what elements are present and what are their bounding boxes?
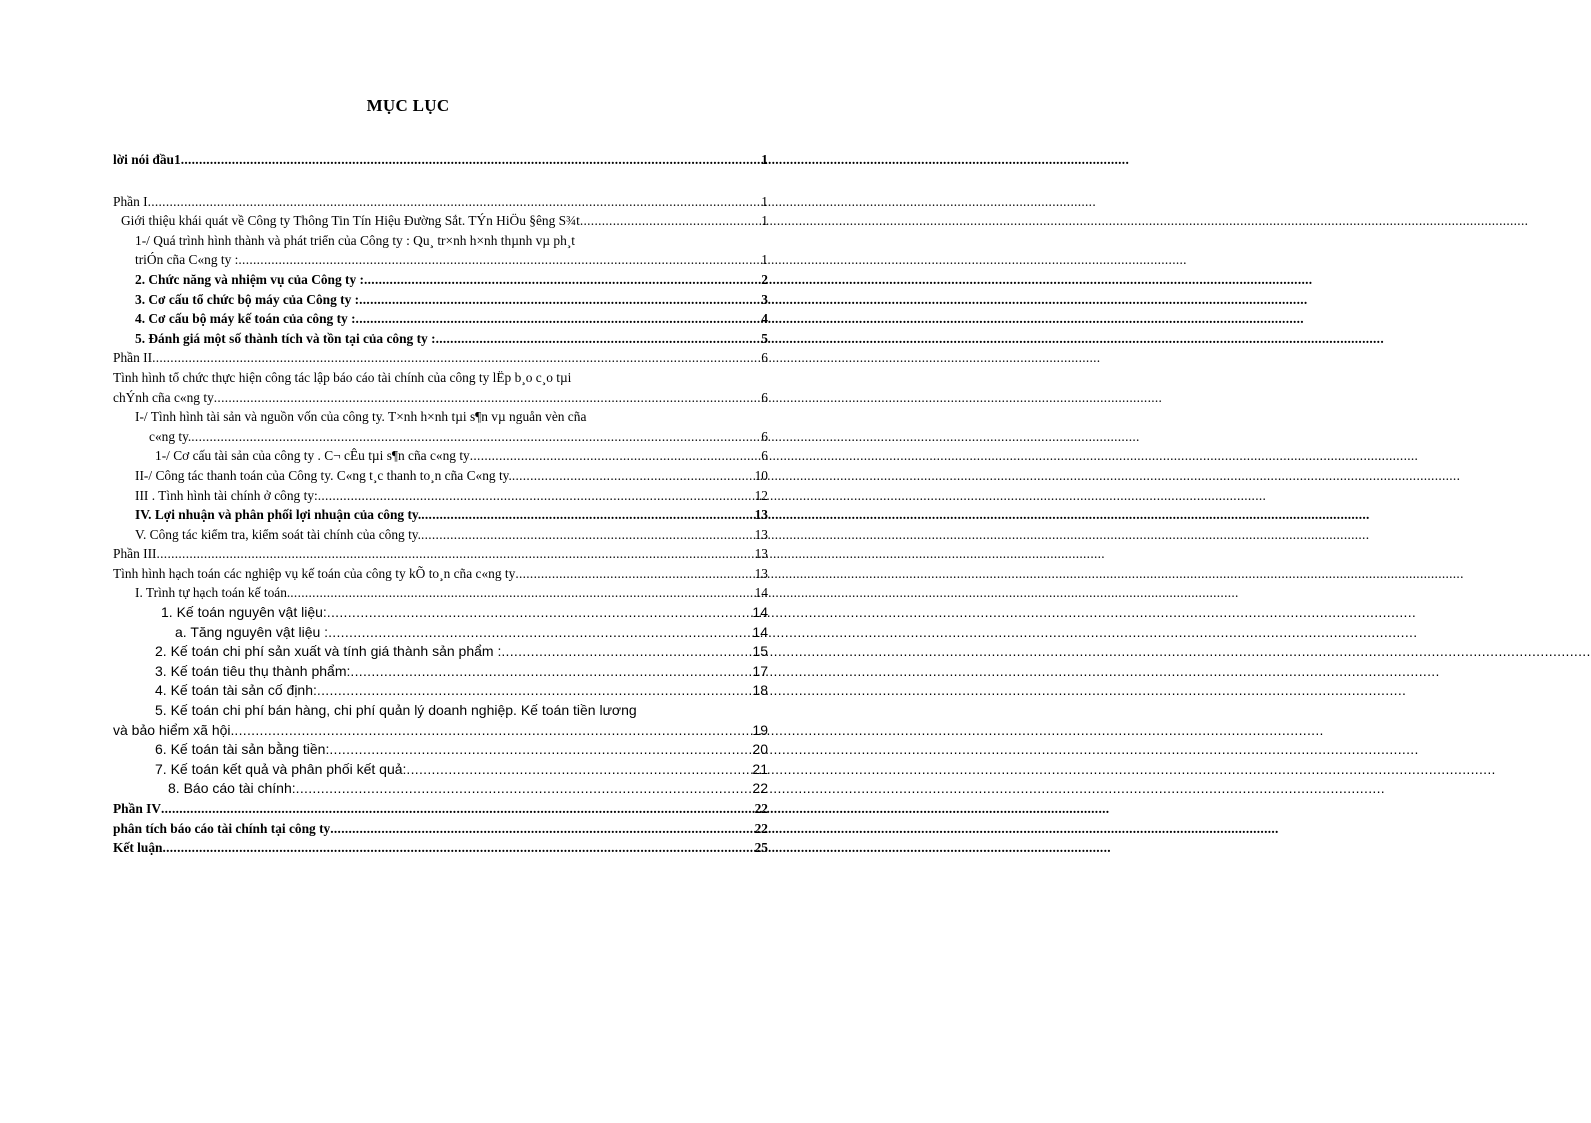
dot-leader (214, 388, 761, 408)
toc-entry-label: 7. Kế toán kết quả và phân phối kết quả: (155, 760, 407, 777)
toc-entry-label: 2. Chức năng và nhiệm vụ của Công ty : (135, 271, 365, 287)
toc-entry-label-line2: c«ng ty. (149, 428, 192, 444)
dot-leader (161, 799, 754, 819)
toc-entry-label: 3. Kế toán tiêu thụ thành phẩm: (155, 662, 351, 679)
dot-leader (406, 760, 740, 780)
dot-leader (470, 446, 750, 466)
toc-entry-label: Kết luận (113, 840, 163, 856)
toc-entry-page: 5 (761, 330, 768, 346)
toc-entry-label: I. Trình tự hạch toán kế toán. (135, 585, 291, 601)
dot-leader (350, 662, 740, 682)
toc-entry-page: 14 (752, 604, 768, 621)
toc-entry-page: 12 (754, 487, 768, 503)
toc-entry-page: 25 (754, 840, 768, 856)
toc-entry-org-structure[interactable] (113, 290, 768, 310)
toc-entry-sales[interactable] (113, 662, 768, 682)
toc-entry-financial-situation[interactable] (113, 486, 768, 506)
toc-entry-label-line1: 5. Kế toán chi phí bán hàng, chi phí quản lý doanh nghiệp. Kế toán tiền lương (155, 702, 637, 719)
dot-leader (234, 721, 740, 741)
toc-entry-label: V. Công tác kiểm tra, kiểm soát tài chính của công ty. (135, 526, 421, 542)
dot-leader (512, 466, 754, 486)
toc-entry-preface[interactable] (113, 150, 768, 170)
toc-entry-label: a. Tăng nguyên vật liệu : (175, 623, 329, 640)
toc-entry-label: Phần III (113, 546, 157, 562)
toc-entry-page: 22 (754, 820, 768, 836)
toc-entry-page: 6 (761, 350, 768, 366)
toc-entry-label-line1: I-/ Tình hình tài sản và nguồn vốn của công ty. T×nh h×nh tµi s¶n vµ nguån vèn cña (135, 409, 587, 425)
dot-leader (318, 486, 754, 506)
toc-entry-label-line1: 1-/ Quá trình hình thành và phát triển của Công ty : Qu¸ tr×nh h×nh thµnh vµ ph¸t (135, 232, 575, 248)
toc-entry-page: 1 (761, 213, 768, 229)
toc-entry-label: IV. Lợi nhuận và phân phối lợi nhuận của công ty. (135, 507, 422, 523)
toc-entry-page: 10 (754, 467, 768, 483)
toc-entry-page: 6 (761, 428, 768, 444)
dot-leader (191, 427, 760, 447)
toc-entry-label: 1. Kế toán nguyên vật liệu: (161, 604, 327, 621)
dot-leader (162, 838, 753, 858)
toc-entry-part-3[interactable] (113, 544, 768, 564)
toc-entry-label-line2: triÓn cña C«ng ty : (135, 252, 239, 268)
toc-entry-inspection[interactable] (113, 525, 768, 545)
dot-leader (329, 740, 740, 760)
dot-leader (436, 329, 761, 349)
toc-entry-materials-increase[interactable] (113, 623, 768, 643)
dot-leader (421, 525, 754, 545)
dot-leader (238, 250, 760, 270)
page-title: MỤC LỤC (366, 96, 450, 115)
toc-entry-page: 22 (752, 780, 768, 797)
dot-leader (421, 505, 753, 525)
toc-entry-page: 1 (761, 193, 768, 209)
dot-leader (364, 270, 760, 290)
toc-entry-selling-costs[interactable] (113, 701, 768, 740)
toc-entry-label-line2: chÝnh cña c«ng ty (113, 389, 214, 405)
toc-entry-accounting-structure[interactable] (113, 309, 768, 329)
toc-entry-label: 3. Cơ cấu tổ chức bộ máy của Công ty : (135, 291, 360, 307)
dot-leader (148, 192, 761, 212)
toc-entry-financial-analysis[interactable] (113, 819, 768, 839)
toc-entry-page: 2 (761, 271, 768, 287)
toc-entry-page: 13 (754, 546, 768, 562)
toc-entry-label: Tình hình hạch toán các nghiệp vụ kế toán của công ty kÕ to¸n cña c«ng ty (113, 565, 516, 581)
toc-entry-conclusion[interactable] (113, 838, 768, 858)
toc-entry-part-2[interactable] (113, 348, 768, 368)
table-of-contents (113, 150, 768, 858)
toc-entry-part-4[interactable] (113, 799, 768, 819)
dot-leader (181, 150, 761, 170)
toc-entry-page: 15 (752, 643, 768, 660)
toc-entry-label: 4. Kế toán tài sản cố định: (155, 682, 317, 699)
toc-entry-accounting-procedure[interactable] (113, 583, 768, 603)
toc-entry-page: 6 (761, 448, 768, 464)
dot-leader (152, 348, 760, 368)
toc-entry-label: lời nói đầu1 (113, 152, 181, 167)
toc-entry-page: 21 (752, 760, 768, 777)
toc-entry-results-distribution[interactable] (113, 760, 768, 780)
dot-leader (356, 309, 761, 329)
toc-entry-page: 20 (752, 741, 768, 758)
toc-entry-page: 13 (754, 565, 768, 581)
toc-entry-label: phân tích báo cáo tài chính tại công ty (113, 820, 331, 836)
dot-leader (296, 779, 741, 799)
toc-entry-page: 22 (754, 801, 768, 816)
toc-entry-history[interactable] (113, 231, 768, 270)
toc-entry-company-intro[interactable] (113, 211, 768, 231)
toc-entry-assets-and-capital[interactable] (113, 407, 768, 446)
toc-entry-label-line2: và bảo hiểm xã hội. (113, 721, 235, 738)
toc-entry-page: 14 (754, 585, 768, 601)
toc-entry-label: 8. Báo cáo tài chính: (168, 780, 296, 797)
toc-entry-page: 19 (752, 721, 768, 738)
dot-leader (501, 642, 740, 662)
dot-leader (515, 564, 753, 584)
toc-entry-label: III . Tình hình tài chính ở công ty: (135, 487, 318, 503)
toc-entry-label: II-/ Công tác thanh toán của Công ty. C«ng t¸c thanh to¸n cña C«ng ty. (135, 467, 512, 483)
toc-entry-functions[interactable] (113, 270, 768, 290)
toc-entry-label: Giới thiệu khái quát về Công ty Thông Tin Tín Hiệu Đường Sắt. TÝn HiÖu §êng S¾t (121, 213, 580, 229)
toc-entry-page: 17 (752, 662, 768, 679)
toc-entry-label: Phần IV (113, 801, 161, 816)
toc-entry-evaluation[interactable] (113, 329, 768, 349)
toc-entry-page: 13 (754, 526, 768, 542)
toc-entry-payment[interactable] (113, 466, 768, 486)
toc-entry-financial-report-situation[interactable] (113, 368, 768, 407)
toc-entry-financial-reports[interactable] (113, 779, 768, 799)
dot-leader (359, 290, 760, 310)
toc-entry-page: 14 (752, 623, 768, 640)
dot-leader (290, 583, 753, 603)
toc-entry-fixed-assets[interactable] (113, 681, 768, 701)
toc-entry-profit[interactable] (113, 505, 768, 525)
toc-entry-part-1[interactable] (113, 192, 768, 212)
toc-entry-label: Phần II (113, 350, 153, 366)
toc-entry-label: 5. Đánh giá một số thành tích và tồn tại của công ty : (135, 330, 436, 346)
toc-entry-label: 1-/ Cơ cấu tài sản của công ty . C¬ cÊu tµi s¶n cña c«ng ty (155, 448, 470, 464)
toc-entry-accounting-operations[interactable] (113, 564, 768, 584)
toc-entry-materials-accounting[interactable] (113, 603, 768, 623)
toc-entry-page: 1 (761, 252, 768, 268)
toc-entry-page: 1 (761, 152, 768, 167)
toc-entry-label: 6. Kế toán tài sản bằng tiền: (155, 741, 330, 758)
dot-leader (327, 603, 741, 623)
dot-leader (580, 211, 760, 231)
toc-entry-page: 18 (752, 682, 768, 699)
toc-entry-page: 6 (761, 389, 768, 405)
toc-entry-cash-assets[interactable] (113, 740, 768, 760)
toc-entry-page: 3 (761, 291, 768, 307)
toc-entry-asset-structure[interactable] (113, 446, 768, 466)
toc-entry-label-line1: Tình hình tổ chức thực hiện công tác lập báo cáo tài chính của công ty lËp b¸o c¸o tµi (113, 369, 572, 385)
dot-leader (328, 623, 751, 643)
dot-leader (330, 819, 753, 839)
dot-leader (157, 544, 754, 564)
dot-leader (317, 681, 741, 701)
toc-entry-page: 13 (754, 507, 768, 523)
toc-entry-page: 4 (761, 311, 768, 327)
toc-entry-production-costs[interactable] (113, 642, 768, 662)
toc-entry-label: 4. Cơ cấu bộ máy kế toán của công ty : (135, 311, 356, 327)
toc-entry-label: 2. Kế toán chi phí sản xuất và tính giá thành sản phẩm : (155, 643, 502, 660)
toc-entry-label: Phần I (113, 193, 148, 209)
